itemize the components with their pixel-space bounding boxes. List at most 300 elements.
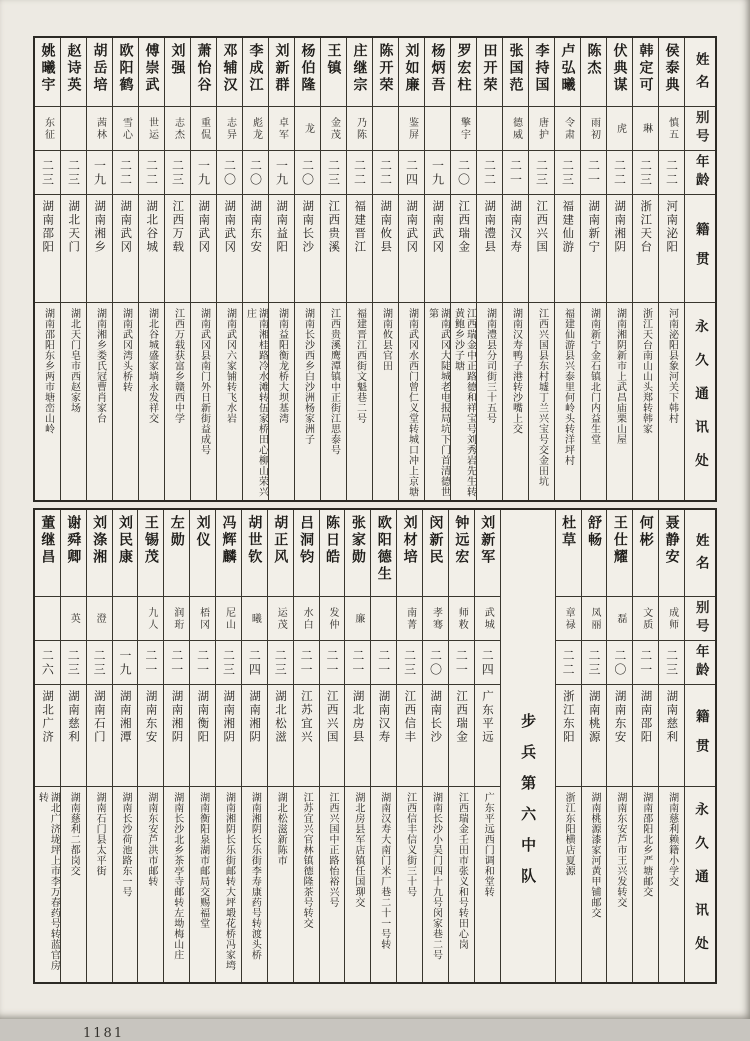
roster-column	[344, 510, 370, 982]
entry-name	[503, 38, 528, 106]
entry-age	[556, 640, 581, 684]
entry-name-text: 傅崇武	[143, 43, 160, 94]
entry-address	[425, 302, 450, 500]
entry-address-text: 江西贵溪鹰潭镇中正街江思泰号	[328, 308, 340, 455]
entry-address-text: 湖北松滋新陈市	[275, 792, 287, 866]
entry-alias-text: 英	[68, 612, 80, 625]
roster-sheet	[33, 36, 717, 1041]
entry-alias	[217, 106, 242, 150]
entry-address	[320, 786, 345, 982]
entry-alias-text: 龙	[302, 122, 314, 135]
entry-age-text: 二三	[170, 158, 185, 187]
entry-alias	[477, 106, 502, 150]
entry-address	[423, 786, 448, 982]
entry-age	[582, 640, 607, 684]
roster-column	[60, 38, 86, 500]
label-age-text: 年龄	[692, 644, 709, 681]
entry-name	[581, 38, 606, 106]
roster-column	[86, 510, 112, 982]
entry-native	[269, 194, 294, 302]
entry-alias-text: 凤丽	[588, 606, 600, 631]
entry-native	[582, 684, 607, 786]
roster-column	[35, 38, 60, 500]
roster-column	[163, 510, 189, 982]
entry-alias-text: 武城	[482, 606, 494, 631]
entry-name-text: 李成江	[247, 43, 264, 94]
entry-native	[556, 684, 581, 786]
entry-native	[61, 194, 86, 302]
entry-alias	[320, 596, 345, 640]
entry-native-text: 江西贵溪	[327, 200, 342, 254]
entry-alias-text: 章禄	[563, 606, 575, 631]
entry-alias	[269, 106, 294, 150]
column-label-native	[685, 194, 715, 302]
entry-name	[113, 510, 138, 596]
entry-address-text: 湖南武冈六家铺转飞水岩	[224, 308, 236, 424]
entry-name	[345, 510, 370, 596]
roster-column	[528, 38, 554, 500]
entry-alias	[633, 596, 658, 640]
entry-address-text: 湖南慈利赖籍小学交	[666, 792, 678, 887]
entry-age	[138, 640, 163, 684]
entry-name-text: 何彬	[637, 515, 654, 549]
entry-age	[477, 150, 502, 194]
roster-column	[632, 510, 658, 982]
entry-alias	[165, 106, 190, 150]
entry-age-text: 二二	[482, 158, 497, 187]
entry-age	[242, 640, 267, 684]
roster-column	[86, 38, 112, 500]
entry-native-text: 湖南石门	[92, 690, 107, 744]
roster-column	[320, 38, 346, 500]
roster-column	[268, 38, 294, 500]
entry-native	[449, 684, 474, 786]
roster-column	[190, 38, 216, 500]
entry-native	[321, 194, 346, 302]
entry-age	[607, 640, 632, 684]
entry-native	[475, 684, 500, 786]
entry-age-text: 二三	[534, 158, 549, 187]
entry-alias	[61, 106, 86, 150]
entry-address-text: 湖南湘阴长乐街李寿康药号转渡头桥	[249, 792, 261, 960]
label-alias-text: 别号	[692, 110, 709, 147]
entry-native	[294, 684, 319, 786]
entry-address-text: 福建晋江西街文魁巷二号	[354, 308, 366, 424]
entry-alias-text: 卓军	[276, 116, 288, 141]
entry-alias	[633, 106, 658, 150]
header-column	[684, 510, 715, 982]
entry-address-text: 湖南长沙荷池路东一号	[119, 792, 131, 897]
entry-age-text: 一九	[430, 158, 445, 187]
entry-native-text: 福建晋江	[353, 200, 368, 254]
entry-alias-text: 磊	[614, 612, 626, 625]
entry-alias	[425, 106, 450, 150]
entry-native-text: 湖南桃源	[587, 690, 602, 744]
entry-name	[399, 38, 424, 106]
entry-address-text: 湖南湘阴长乐街邮转大坪塅花桥冯家塆	[223, 792, 235, 971]
entry-alias	[607, 596, 632, 640]
entry-age-text: 二三	[560, 158, 575, 187]
roster-column	[474, 510, 500, 982]
entry-name	[61, 38, 86, 106]
entry-age-text: 一九	[274, 158, 289, 187]
entry-native-text: 江西万载	[171, 200, 186, 254]
entry-age	[475, 640, 500, 684]
entry-native	[347, 194, 372, 302]
entry-age-text: 二二	[664, 158, 679, 187]
column-label-name	[685, 38, 715, 106]
entry-native	[87, 684, 112, 786]
entry-alias-text: 润珩	[171, 606, 183, 631]
entry-alias	[113, 106, 138, 150]
entry-name-text: 刘材培	[401, 515, 418, 566]
entry-age-text: 二三	[66, 158, 81, 187]
roster-column	[502, 38, 528, 500]
entry-address-text: 湖南慈利二都岗交	[68, 792, 80, 876]
entry-native-text: 江西兴国	[535, 200, 550, 254]
entry-address-text: 湖南长沙北乡茶亭寺邮转左坳梅山庄	[171, 792, 183, 960]
entry-alias-text: 师敉	[456, 606, 468, 631]
entry-alias	[295, 106, 320, 150]
entry-native-text: 浙江天台	[639, 200, 654, 254]
entry-age	[216, 640, 241, 684]
entry-native	[190, 684, 215, 786]
roster-column	[267, 510, 293, 982]
entry-address	[659, 302, 684, 500]
entry-age-text: 二四	[247, 648, 262, 677]
column-label-address	[685, 786, 715, 982]
entry-native	[35, 684, 60, 786]
entry-alias	[399, 106, 424, 150]
entry-age	[503, 150, 528, 194]
entry-name-text: 罗宏柱	[455, 43, 472, 94]
entry-address-text: 湖南汉寿鸭子港转沙嘴上交	[510, 308, 522, 434]
entry-address	[582, 786, 607, 982]
entry-native-text: 湖南益阳	[275, 200, 290, 254]
entry-alias	[449, 596, 474, 640]
entry-native	[243, 194, 268, 302]
entry-native-text: 湖南汉寿	[377, 690, 392, 744]
entry-native-text: 江西瑞金	[455, 690, 470, 744]
entry-name	[633, 38, 658, 106]
entry-native-text: 湖南武冈	[119, 200, 134, 254]
entry-native	[217, 194, 242, 302]
entry-name-text: 杜草	[560, 515, 577, 549]
entry-alias-text: 令肃	[562, 116, 574, 141]
entry-alias-text: 雪心	[120, 116, 132, 141]
entry-address-text: 湖北天门皂市西赵家场	[68, 308, 80, 413]
entry-age-text: 二一	[638, 648, 653, 677]
entry-address	[294, 786, 319, 982]
entry-alias-text: 乃陈	[354, 116, 366, 141]
label-name-text: 姓名	[692, 533, 709, 578]
entry-native-text: 湖南湘阴	[170, 690, 185, 744]
entry-alias-text: 慎五	[666, 116, 678, 141]
entry-age-text: 二二	[118, 158, 133, 187]
entry-age	[555, 150, 580, 194]
entry-address	[87, 302, 112, 500]
entry-address	[475, 786, 500, 982]
entry-native	[138, 684, 163, 786]
entry-name	[477, 38, 502, 106]
entry-address	[345, 786, 370, 982]
entry-name	[449, 510, 474, 596]
entry-name	[164, 510, 189, 596]
entry-name	[347, 38, 372, 106]
entry-native	[451, 194, 476, 302]
entry-age	[190, 640, 215, 684]
entry-native	[268, 684, 293, 786]
roster-column	[293, 510, 319, 982]
entry-address	[397, 786, 422, 982]
entry-address	[607, 302, 632, 500]
entry-address	[243, 302, 268, 500]
entry-alias-text: 曦	[249, 612, 261, 625]
column-label-age	[685, 640, 715, 684]
entry-alias-text: 九人	[145, 606, 157, 631]
entry-native	[165, 194, 190, 302]
entry-age-text: 二二	[378, 158, 393, 187]
entry-native-text: 湖南慈利	[665, 690, 680, 744]
entry-age-text: 二一	[169, 648, 184, 677]
entry-alias-text: 孝骞	[430, 606, 442, 631]
entry-age-text: 二〇	[300, 158, 315, 187]
entry-alias	[35, 596, 60, 640]
entry-native	[581, 194, 606, 302]
entry-age	[295, 150, 320, 194]
entry-address	[113, 302, 138, 500]
entry-native	[113, 684, 138, 786]
roster-column	[422, 510, 448, 982]
entry-name-text: 张家勋	[349, 515, 366, 566]
entry-address	[373, 302, 398, 500]
entry-age	[87, 150, 112, 194]
entry-age-text: 二三	[664, 648, 679, 677]
roster-column	[346, 38, 372, 500]
entry-address	[503, 302, 528, 500]
entry-native	[345, 684, 370, 786]
entry-alias	[190, 596, 215, 640]
entry-name	[113, 38, 138, 106]
roster-column	[112, 510, 138, 982]
entry-native	[633, 684, 658, 786]
entry-name-text: 欧阳鹤	[117, 43, 134, 94]
entry-native	[555, 194, 580, 302]
entry-alias	[61, 596, 86, 640]
roster-column	[242, 38, 268, 500]
entry-name	[423, 510, 448, 596]
entry-native-text: 湖南武冈	[431, 200, 446, 254]
entry-address	[87, 786, 112, 982]
entry-name-text: 伏典谋	[611, 43, 628, 94]
entry-age	[269, 150, 294, 194]
entry-age	[217, 150, 242, 194]
entry-age-text: 二〇	[428, 648, 443, 677]
entry-address	[61, 786, 86, 982]
entry-address-text: 湖北广济垅坪上市李万春药号转蓝官房转	[36, 792, 60, 971]
entry-native	[399, 194, 424, 302]
entry-native	[423, 684, 448, 786]
entry-alias	[659, 106, 684, 150]
entry-address-text: 湖南邵阳北乡严塘邮交	[640, 792, 652, 897]
entry-native-text: 湖南湘阴	[222, 690, 237, 744]
entry-address-text: 湖南武冈湾头桥转	[120, 308, 132, 392]
entry-native-text: 湖南武冈	[405, 200, 420, 254]
entry-age-text: 二三	[92, 648, 107, 677]
roster-column	[658, 510, 684, 982]
roster-column	[189, 510, 215, 982]
entry-name-text: 刘新军	[479, 515, 496, 566]
entry-age-text: 二〇	[456, 158, 471, 187]
label-name-text: 姓名	[692, 52, 709, 97]
entry-age	[321, 150, 346, 194]
entry-native-text: 湖南东安	[144, 690, 159, 744]
entry-age-text: 二三	[402, 648, 417, 677]
entry-name	[243, 38, 268, 106]
entry-name	[165, 38, 190, 106]
entry-native-text: 湖南东安	[613, 690, 628, 744]
entry-address-text: 河南泌阳县象河关下韩村	[666, 308, 678, 424]
entry-age-text: 一九	[117, 648, 132, 677]
entry-address-text: 福建仙游县兴泰里何岭头转洋坪村	[562, 308, 574, 466]
entry-name-text: 王锡茂	[142, 515, 159, 566]
entry-name-text: 赵诗英	[65, 43, 82, 94]
roster-column	[137, 510, 163, 982]
entry-age-text: 二二	[612, 158, 627, 187]
entry-age-text: 二一	[324, 648, 339, 677]
entry-alias	[216, 596, 241, 640]
roster-column	[581, 510, 607, 982]
roster-column	[606, 38, 632, 500]
entry-native	[87, 194, 112, 302]
entry-address	[268, 786, 293, 982]
entry-address-text: 湖南东安芦市王兴发转交	[614, 792, 626, 908]
entry-address	[190, 786, 215, 982]
entry-name	[217, 38, 242, 106]
entry-address-text: 浙江东阳横店夏源	[563, 792, 575, 876]
entry-age	[607, 150, 632, 194]
column-label-native	[685, 684, 715, 786]
roster-column	[476, 38, 502, 500]
entry-age-text: 二一	[586, 158, 601, 187]
entry-name	[425, 38, 450, 106]
entry-native-text: 湖南邵阳	[41, 200, 56, 254]
entry-address	[347, 302, 372, 500]
section-title: 步兵第六中队	[519, 713, 538, 899]
roster-column	[294, 38, 320, 500]
entry-address	[269, 302, 294, 500]
entry-native-text: 湖南汉寿	[509, 200, 524, 254]
entry-native-text: 湖南湘阴	[248, 690, 263, 744]
entry-native-text: 河南泌阳	[665, 200, 680, 254]
entry-native-text: 湖北房县	[351, 690, 366, 744]
entry-age-text: 二三	[66, 648, 81, 677]
entry-age	[371, 640, 396, 684]
entry-address-text: 湖南长沙小吴门四十九号闵家巷二号	[430, 792, 442, 960]
entry-native-text: 江西兴国	[325, 690, 340, 744]
entry-age	[35, 150, 60, 194]
entry-age-text: 二一	[454, 648, 469, 677]
entry-name	[190, 510, 215, 596]
entry-native	[216, 684, 241, 786]
entry-address-text: 湖北房县军店镇任国珋交	[352, 792, 364, 908]
label-age-text: 年龄	[692, 154, 709, 191]
entry-age-text: 二三	[326, 158, 341, 187]
entry-alias-text: 梧冈	[197, 606, 209, 631]
entry-name-text: 胡岳培	[91, 43, 108, 94]
entry-alias	[373, 106, 398, 150]
entry-name	[659, 510, 684, 596]
entry-name-text: 李持国	[533, 43, 550, 94]
roster-column	[112, 38, 138, 500]
entry-name	[529, 38, 554, 106]
roster-column	[424, 38, 450, 500]
entry-alias-text: 志杰	[172, 116, 184, 141]
entry-address-text: 湖南湘桂路冷水滩转伍家桥田心柳山荣兴庄	[244, 308, 268, 497]
entry-name-text: 陈杰	[585, 43, 602, 77]
entry-alias-text: 擎宇	[458, 116, 470, 141]
entry-native	[477, 194, 502, 302]
entry-alias	[475, 596, 500, 640]
entry-name	[295, 38, 320, 106]
entry-name	[87, 38, 112, 106]
page-number: 1181	[83, 1026, 125, 1041]
entry-native	[61, 684, 86, 786]
entry-name-text: 张国范	[507, 43, 524, 94]
entry-age	[294, 640, 319, 684]
roster-column	[60, 510, 86, 982]
entry-native	[320, 684, 345, 786]
entry-address	[35, 786, 60, 982]
entry-address-text: 广东平远西门调和堂转	[482, 792, 494, 897]
entry-alias	[582, 596, 607, 640]
entry-native	[607, 684, 632, 786]
entry-age	[373, 150, 398, 194]
entry-age	[345, 640, 370, 684]
entry-native	[113, 194, 138, 302]
entry-address	[295, 302, 320, 500]
entry-name-text: 吕洞钧	[298, 515, 315, 566]
entry-age	[139, 150, 164, 194]
entry-address-text: 湖南汉寿大南门米厂巷二十一号转	[378, 792, 390, 950]
entry-name	[242, 510, 267, 596]
entry-alias	[243, 106, 268, 150]
entry-alias-text: 世运	[146, 116, 158, 141]
entry-name-text: 庄继宗	[351, 43, 368, 94]
entry-alias-text: 成师	[666, 606, 678, 631]
entry-address	[113, 786, 138, 982]
entry-address	[607, 786, 632, 982]
entry-name-text: 田开荣	[481, 43, 498, 94]
entry-alias-text: 东征	[42, 116, 54, 141]
entry-name-text: 王仕耀	[611, 515, 628, 566]
entry-address-text: 湖南益阳衡龙桥大坝基湾	[276, 308, 288, 424]
entry-age	[529, 150, 554, 194]
entry-name	[607, 510, 632, 596]
entry-native	[607, 194, 632, 302]
entry-name-text: 杨伯隆	[299, 43, 316, 94]
entry-name-text: 冯辉麟	[220, 515, 237, 566]
entry-address-text: 江西万载获富乡赣西中学	[172, 308, 184, 424]
entry-alias	[138, 596, 163, 640]
entry-alias-text: 唐护	[536, 116, 548, 141]
roster-column	[450, 38, 476, 500]
entry-address	[242, 786, 267, 982]
roster-column	[35, 510, 60, 982]
roster-column	[555, 510, 581, 982]
entry-alias	[242, 596, 267, 640]
entry-alias	[529, 106, 554, 150]
